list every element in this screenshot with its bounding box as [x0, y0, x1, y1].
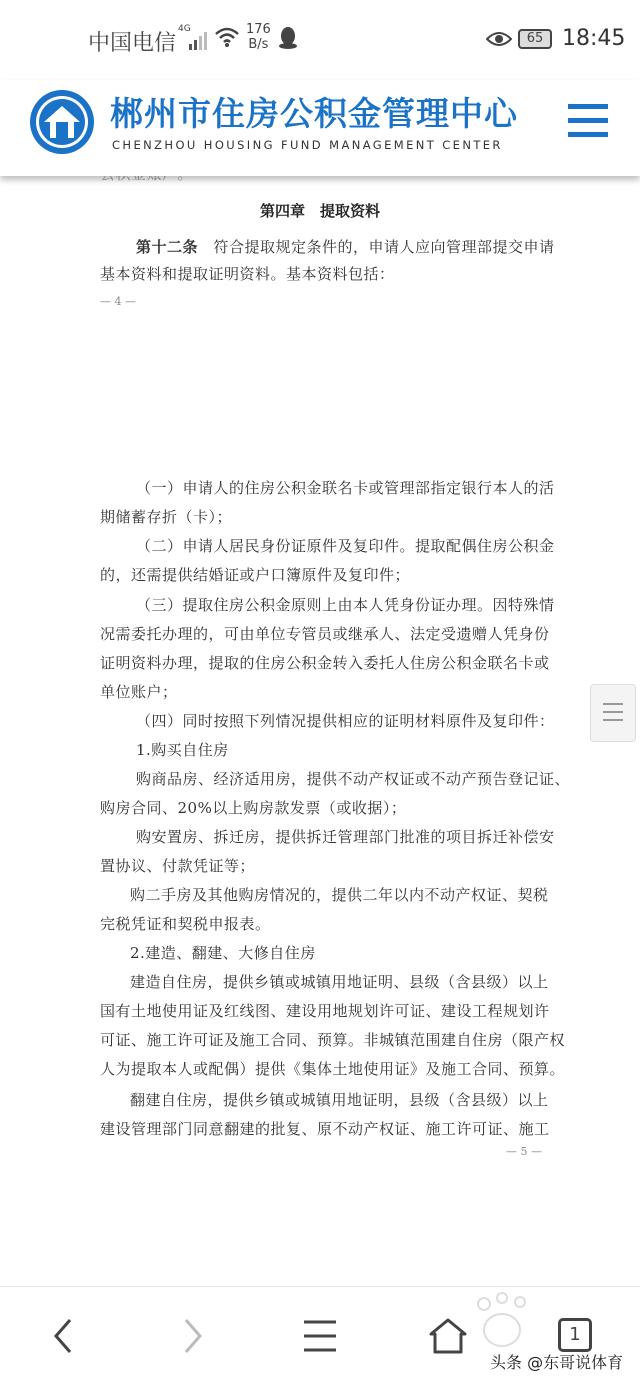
- org-name: 郴州市住房公积金管理中心: [110, 94, 518, 133]
- qq-penguin-icon: [278, 26, 298, 50]
- body-line: 翻建自住房，提供乡镇或城镇用地证明，县级（含县级）以上: [130, 1091, 549, 1109]
- menu-bar-icon: [568, 104, 608, 109]
- carrier-label: 中国电信: [88, 31, 177, 56]
- body-line: 购商品房、经济适用房，提供不动产权证或不动产预告登记证、: [136, 770, 571, 788]
- body-line: 1.购买自住房: [136, 741, 229, 759]
- body-line: 2.建造、翻建、大修自住房: [130, 944, 316, 962]
- article-paragraph: [136, 236, 555, 257]
- body-line: 完税凭证和契税申报表。: [100, 915, 271, 933]
- body-line: 可证、施工许可证及施工合同、预算。非城镇范围建自住房（限产权: [100, 1031, 566, 1049]
- page-number: — 4 —: [100, 295, 136, 308]
- paw-watermark-icon: [470, 1292, 540, 1352]
- body-line: 置协议、付款凭证等；: [100, 857, 256, 875]
- page-number: — 5 —: [506, 1145, 542, 1158]
- body-line: 建造自住房，提供乡镇或城镇用地证明、县级（含县级）以上: [130, 973, 549, 991]
- body-line: （四）同时按照下列情况提供相应的证明材料原件及复印件：: [136, 712, 555, 730]
- article-label: 第十二条: [136, 238, 199, 256]
- menu-bar-icon: [568, 132, 608, 137]
- body-line: 购二手房及其他购房情况的，提供二年以内不动产权证、契税: [130, 886, 549, 904]
- battery-indicator: 65: [518, 29, 552, 49]
- body-line: （一）申请人的住房公积金联名卡或管理部指定银行本人的活: [136, 479, 555, 497]
- body-line: 单位账户；: [100, 683, 178, 701]
- tabs-button[interactable]: 1: [558, 1318, 592, 1352]
- article-line: 基本资料和提取证明资料。基本资料包括：: [100, 265, 395, 283]
- housing-fund-logo-icon: [28, 88, 96, 156]
- signal-icon: [188, 30, 210, 50]
- body-line: 购房合同、20%以上购房款发票（或收据）；: [100, 799, 407, 817]
- body-line: （三）提取住房公积金原则上由本人凭身份证办理。因特殊情: [136, 596, 555, 614]
- body-line: 人为提取本人或配偶）提供《集体土地使用证》及施工合同、预算。: [100, 1060, 566, 1078]
- back-arrow-icon[interactable]: [44, 1316, 84, 1356]
- handle-line-icon: [603, 719, 623, 721]
- body-line: 国有土地使用证及红线图、建设用地规划许可证、建设工程规划许: [100, 1002, 550, 1020]
- clock: 18:45: [562, 26, 626, 51]
- forward-arrow-icon[interactable]: [172, 1316, 212, 1356]
- network-speed-value: 176: [246, 22, 271, 37]
- body-line: 的，还需提供结婚证或户口簿原件及复印件；: [100, 566, 411, 584]
- menu-icon[interactable]: [300, 1316, 340, 1356]
- eye-comfort-icon: [486, 30, 512, 48]
- network-speed-unit: B/s: [248, 37, 269, 52]
- chapter-heading: 第四章 提取资料: [259, 202, 380, 220]
- network-type-label: 4G: [178, 24, 191, 34]
- side-scroll-handle[interactable]: [590, 684, 636, 742]
- menu-button[interactable]: [568, 104, 608, 144]
- body-line: 建设管理部门同意翻建的批复、原不动产权证、施工许可证、施工: [100, 1120, 550, 1138]
- menu-bar-icon: [568, 118, 608, 123]
- body-line: （二）申请人居民身份证原件及复印件。提取配偶住房公积金: [136, 537, 555, 555]
- body-line: 证明资料办理，提取的住房公积金转入委托人住房公积金联名卡或: [100, 654, 550, 672]
- body-line: 购安置房、拆迁房，提供拆迁管理部门批准的项目拆迁补偿安: [136, 828, 555, 846]
- body-line: 期储蓄存折（卡）；: [100, 508, 233, 526]
- body-line: 况需委托办理的，可由单位专管员或继承人、法定受遗赠人凭身份: [100, 625, 550, 643]
- handle-line-icon: [603, 711, 623, 713]
- home-icon[interactable]: [428, 1316, 468, 1356]
- article-line: 符合提取规定条件的，申请人应向管理部提交申请: [213, 238, 555, 256]
- network-speed: [246, 22, 271, 52]
- status-bar: [0, 0, 640, 80]
- wifi-icon: [214, 26, 240, 48]
- org-name-english: CHENZHOU HOUSING FUND MANAGEMENT CENTER: [112, 138, 503, 152]
- watermark-text: 头条 @东哥说体育: [490, 1353, 624, 1372]
- handle-line-icon: [603, 703, 623, 705]
